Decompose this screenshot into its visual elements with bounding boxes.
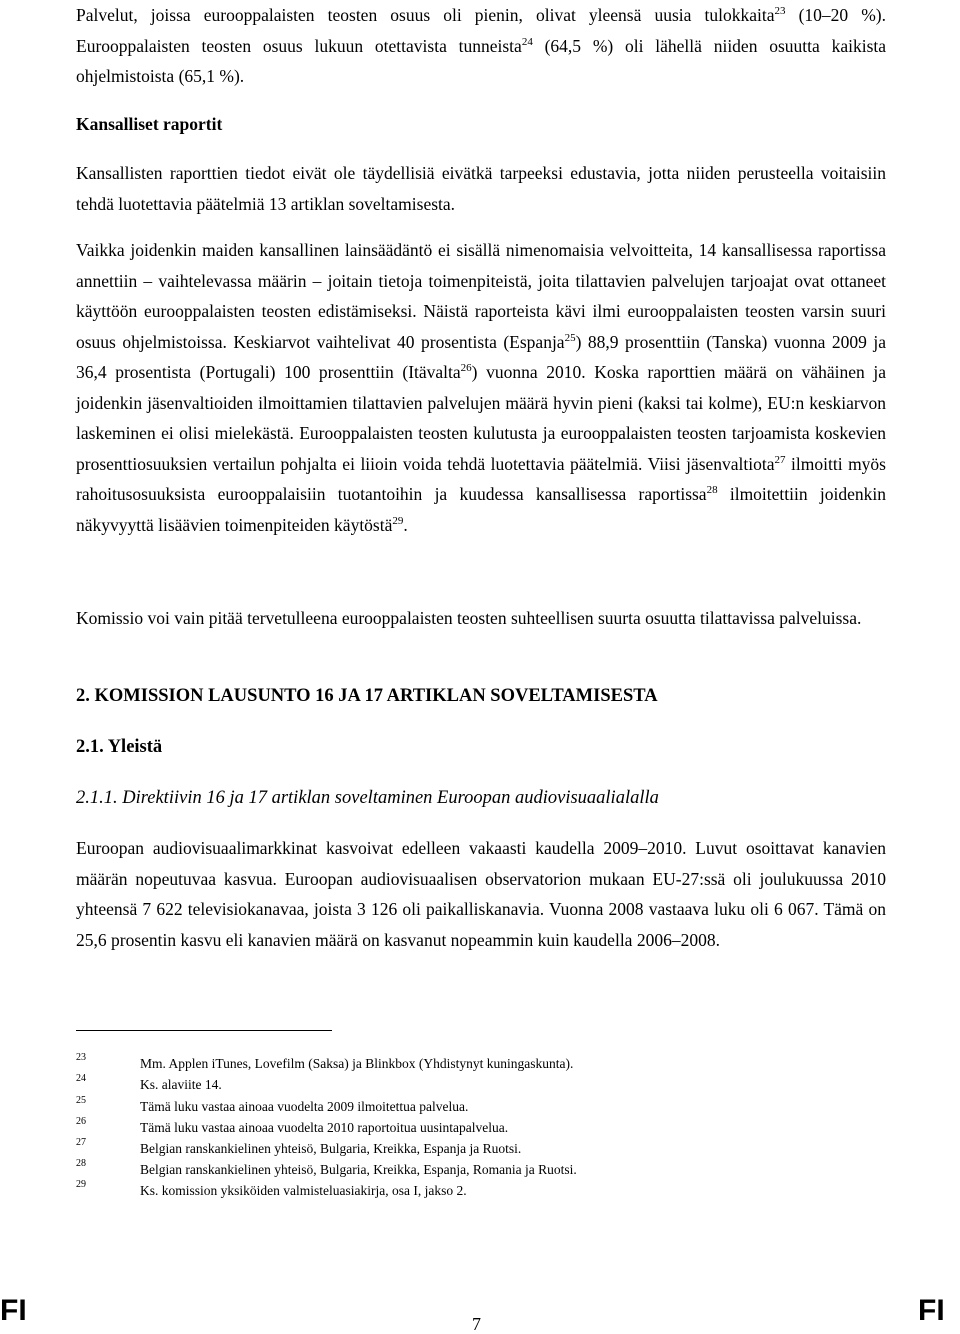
footnote-number: 27 xyxy=(76,1137,86,1148)
footnote-ref-24[interactable]: 24 xyxy=(521,35,533,48)
footer-language-right: FI xyxy=(918,1294,945,1327)
footnote-number: 25 xyxy=(76,1095,86,1106)
footnote-text: Tämä luku vastaa ainoaa vuodelta 2010 raportoitua uusintapalvelua. xyxy=(140,1120,509,1135)
paragraph-reports-details xyxy=(76,235,886,540)
footnote-number: 26 xyxy=(76,1116,86,1127)
footnote-ref-29[interactable]: 29 xyxy=(392,514,404,527)
paragraph-commission-welcome: Komissio voi vain pitää tervetulleena eurooppalaisten teosten suhteellisen suurta osuutta tilattavissa palveluissa. xyxy=(76,608,862,628)
intro-text-1: Palvelut, joissa eurooppalaisten teosten osuus oli pienin, olivat yleensä uusia tulokkaita xyxy=(76,5,775,25)
intro-text-2: (10–20 %). Eurooppalaisten teosten osuus lukuun otettavista tunneista xyxy=(76,5,887,56)
footnote-number: 23 xyxy=(76,1052,86,1063)
paragraph-reports-data: Kansallisten raporttien tiedot eivät ole täydellisiä eivätkä tarpeeksi edustavia, jotta niiden perusteella voitaisiin tehdä luotettavia päätelmiä 13 artiklan soveltamisesta. xyxy=(76,163,886,214)
footnote-ref-26[interactable]: 26 xyxy=(460,362,472,374)
footnote-separator xyxy=(76,1030,332,1031)
footnote-number: 24 xyxy=(76,1073,86,1084)
para2-text-1: Vaikka joidenkin maiden kansallinen lainsäädäntö ei sisällä nimenomaisia velvoitteita, 14 kansallisessa raportissa annettiin – vaihtelevassa määrin – joitain tietoja toimenpiteistä, joita tilattavien palvelujen tarjoajat ovat ottaneet käyttöön eurooppalaisten teosten edistämiseksi. Näistä raporteista kävi ilmi eurooppalaisten teosten varsin suuri osuus ohjelmistoissa. Keskiarvot vaihtelivat 40 prosentista (Espanja xyxy=(76,240,886,352)
footer-language-left: FI xyxy=(0,1294,27,1327)
footnote-ref-23[interactable]: 23 xyxy=(774,5,786,17)
footnote-number: 28 xyxy=(76,1158,86,1169)
subsection-heading-2-1: 2.1. Yleistä xyxy=(76,737,163,757)
paragraph-audiovisual-market: Euroopan audiovisuaalimarkkinat kasvoivat edelleen vakaasti kaudella 2009–2010. Luvut osoittavat kanavien määrän nopeutuvaa kasvua. Euroopan audiovisuaalisen observatorion mukaan EU-27:ssä oli joulukuussa 2010 yhteensä 7 622 televisiokanavaa, joista 3 126 oli paikalliskanavia. Vuonna 2008 vastaava luku oli 6 067. Tämä on 25,6 prosentin kasvu eli kanavien määrä on kasvanut nopeammin kuin kaudella 2006–2008. xyxy=(76,838,886,950)
footnote-text: Mm. Applen iTunes, Lovefilm (Saksa) ja Blinkbox (Yhdistynyt kuningaskunta). xyxy=(140,1056,574,1071)
para2-text-3: ) vuonna 2010. Koska raporttien määrä on vähäinen ja joidenkin jäsenvaltioiden ilmoittamien tilattavien palvelujen määrä hyvin pieni (kaksi tai kolme), EU:n keskiarvon laskeminen ei olisi mielekästä. Eurooppalaisten teosten kulutusta ja eurooppalaisten teosten tarjoamista koskevien prosenttiosuuksien vertailun pohjalta ei liioin voida tehdä luotettavia päätelmiä. Viisi jäsenvaltiota xyxy=(76,362,886,474)
intro-paragraph xyxy=(76,0,886,92)
para2-text-5: ilmoitettiin joidenkin näkyvyyttä lisäävien toimenpiteiden käytöstä xyxy=(76,484,886,535)
page-number: 7 xyxy=(472,1314,481,1334)
para2-text-6: . xyxy=(403,514,408,535)
footnote-text: Belgian ranskankielinen yhteisö, Bulgaria, Kreikka, Espanja ja Ruotsi. xyxy=(140,1141,522,1156)
footnote-ref-25[interactable]: 25 xyxy=(564,331,576,344)
footnote-number: 29 xyxy=(76,1179,86,1190)
footnote-ref-28[interactable]: 28 xyxy=(706,484,718,496)
footnote-text: Ks. alaviite 14. xyxy=(140,1077,222,1092)
footnote-text: Belgian ranskankielinen yhteisö, Bulgaria, Kreikka, Espanja, Romania ja Ruotsi. xyxy=(140,1162,577,1177)
para2-text-4: ilmoitti myös rahoitusosuuksista eurooppalaisiin tuotantoihin ja kuudessa kansallisessa raportissa xyxy=(76,453,886,504)
subsubsection-heading-2-1-1: 2.1.1. Direktiivin 16 ja 17 artiklan soveltaminen Euroopan audiovisuaalialalla xyxy=(76,788,659,808)
footnote-text: Tämä luku vastaa ainoaa vuodelta 2009 ilmoitettua palvelua. xyxy=(140,1099,469,1114)
intro-text-3: (64,5 %) oli lähellä niiden osuutta kaikista ohjelmistoista (65,1 %). xyxy=(76,35,887,86)
section-heading-2: 2. KOMISSION LAUSUNTO 16 JA 17 ARTIKLAN SOVELTAMISESTA xyxy=(76,686,658,706)
para2-text-2: ) 88,9 prosenttiin (Tanska) vuonna 2009 ja 36,4 prosentista (Portugali) 100 prosenttiin (Itävalta xyxy=(76,331,886,382)
footnote-text: Ks. komission yksiköiden valmisteluasiakirja, osa I, jakso 2. xyxy=(140,1183,467,1198)
footnote-ref-27[interactable]: 27 xyxy=(774,453,786,466)
section-heading-kansalliset-raportit: Kansalliset raportit xyxy=(76,114,223,134)
